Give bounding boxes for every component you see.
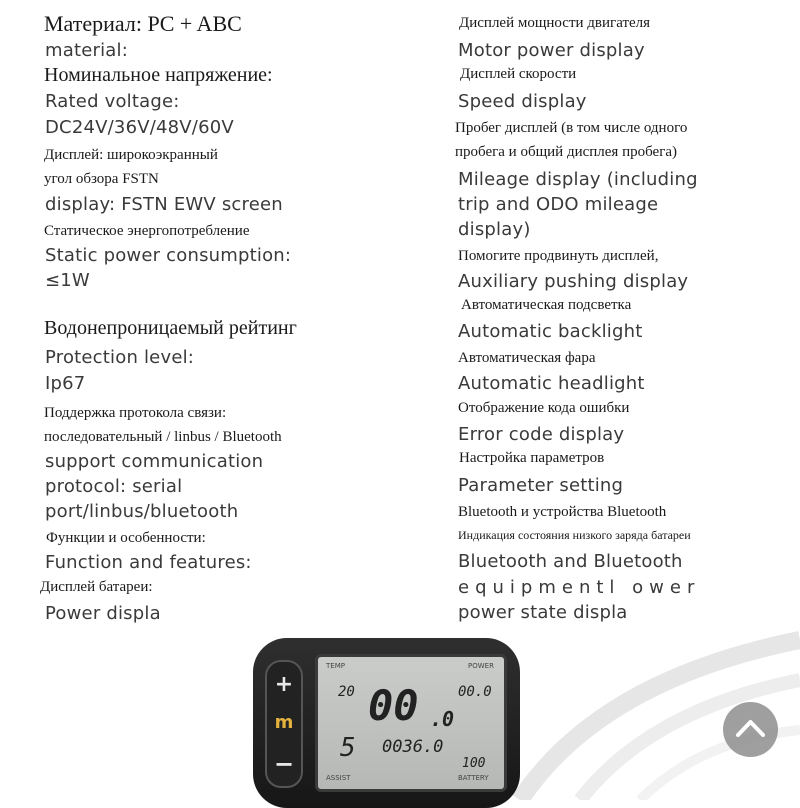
right-line: Speed display (458, 91, 587, 112)
right-line: Пробег дисплей (в том числе одного (455, 120, 688, 136)
left-line: DC24V/36V/48V/60V (45, 117, 234, 138)
left-line: последовательный / linbus / Bluetooth (44, 429, 282, 445)
right-line: equipmentl ower (458, 577, 701, 598)
battery-value: 100 (462, 756, 486, 771)
right-line: trip and ODO mileage (458, 194, 659, 215)
left-line: Статическое энергопотребление (44, 223, 250, 239)
left-line: Ip67 (45, 373, 86, 394)
assist-label: ASSIST (326, 774, 351, 782)
right-line: Motor power display (458, 40, 645, 61)
right-line: Mileage display (including (458, 169, 698, 190)
right-line: Automatic headlight (458, 373, 645, 394)
right-line: Parameter setting (458, 475, 624, 496)
right-line: Error code display (458, 424, 625, 445)
left-line: Поддержка протокола связи: (44, 405, 227, 421)
right-line: Индикация состояния низкого заряда батареи (458, 528, 691, 542)
right-line: Дисплей мощности двигателя (459, 15, 651, 31)
right-line: Auxiliary pushing display (458, 271, 689, 292)
display-device (253, 638, 520, 808)
chevron-up-icon (723, 702, 778, 757)
left-line: Function and features: (45, 552, 252, 573)
scroll-top-button[interactable] (723, 702, 778, 757)
left-line: ≤1W (45, 270, 90, 291)
left-line: protocol: serial (45, 476, 183, 497)
left-line: Функции и особенности: (46, 530, 206, 546)
left-line: port/linbus/bluetooth (45, 501, 239, 522)
left-line: угол обзора FSTN (44, 171, 159, 187)
right-line: display) (458, 219, 531, 240)
right-line: Настройка параметров (459, 450, 605, 466)
power-value: 00.0 (458, 684, 492, 700)
minus-button[interactable]: − (273, 750, 295, 778)
odo-value: 0036.0 (382, 737, 444, 757)
mode-button[interactable]: m (274, 712, 294, 733)
button-panel (265, 660, 303, 788)
temp-value: 20 (338, 684, 355, 700)
right-line: Помогите продвинуть дисплей, (458, 248, 659, 264)
right-line: Отображение кода ошибки (458, 400, 630, 416)
right-line: Автоматическая фара (458, 350, 596, 366)
speed-decimal: .0 (430, 707, 455, 731)
right-line: Дисплей скорости (460, 66, 577, 82)
left-line: support communication (45, 451, 264, 472)
left-line: Водонепроницаемый рейтинг (44, 317, 297, 339)
speed-value: 00 (368, 681, 419, 730)
plus-button[interactable]: + (274, 672, 294, 697)
temp-label: TEMP (326, 662, 345, 670)
right-line: Bluetooth и устройства Bluetooth (458, 504, 667, 520)
left-line: Номинальное напряжение: (44, 64, 273, 86)
power-label: POWER (468, 662, 494, 670)
left-line: display: FSTN EWV screen (45, 194, 283, 215)
left-line: material: (45, 40, 128, 61)
right-line: Автоматическая подсветка (461, 297, 632, 313)
assist-level: 5 (340, 733, 356, 763)
right-line: Bluetooth and Bluetooth (458, 551, 683, 572)
right-line: Automatic backlight (458, 321, 643, 342)
left-line: Power displa (45, 603, 161, 624)
right-line: power state displa (458, 602, 628, 623)
left-line: Материал: PC + ABC (44, 11, 242, 36)
battery-label: BATTERY (458, 774, 489, 782)
left-line: Static power consumption: (45, 245, 292, 266)
lcd-screen (315, 654, 507, 792)
left-line: Дисплей батареи: (40, 579, 153, 595)
left-line: Protection level: (45, 347, 195, 368)
left-line: Дисплей: широкоэкранный (44, 147, 218, 163)
right-line: пробега и общий дисплея пробега) (455, 144, 678, 160)
left-line: Rated voltage: (45, 91, 180, 112)
